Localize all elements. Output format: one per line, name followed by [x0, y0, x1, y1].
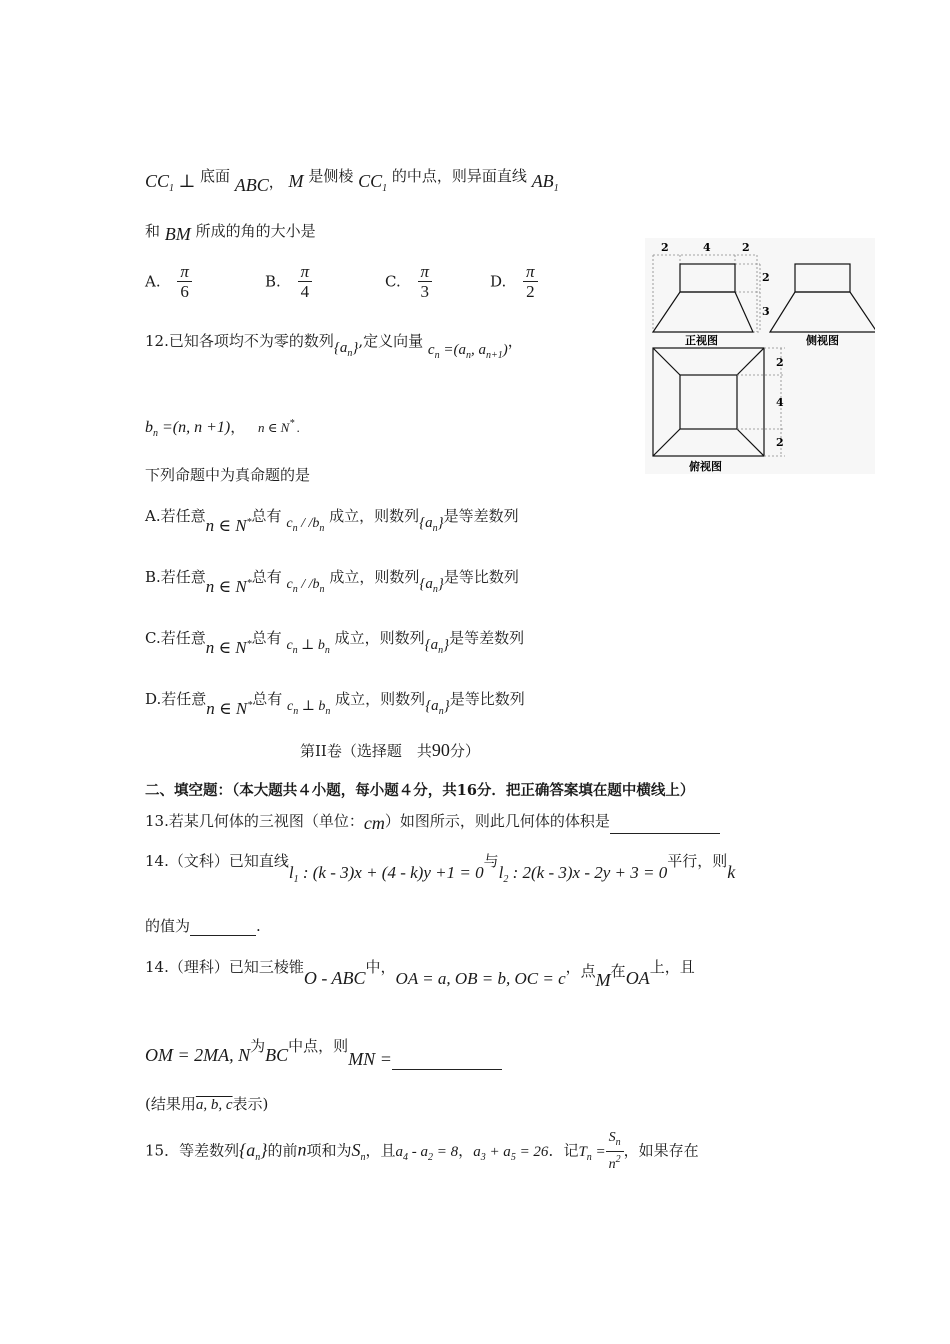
option-a: A. $\frac{\pi}{6}$	[145, 262, 192, 301]
math-n-in-n: n ∈ N* .	[258, 418, 301, 435]
dim-top-v3: 2	[776, 436, 784, 449]
dim-top-1: 2	[661, 241, 669, 254]
option-b: B. $\frac{\pi}{4}$	[265, 262, 312, 301]
math-bn: $b_n =(n$, n +1)	[145, 419, 231, 439]
dim-top-v2: 4	[776, 396, 784, 409]
math-m: M	[288, 171, 304, 191]
q14-like-line-2: OM = 2MA, N为BC中点，则MN =	[145, 1035, 502, 1070]
q12-choice-d: D.若任意n ∈ N*总有 $c_n$ ⊥ $b_n$ 成立，则数列$\{a_n\}$是等比数列	[145, 690, 525, 718]
front-view-label: 正视图	[685, 334, 718, 347]
q12-choice-c: C.若任意n ∈ N*总有 $c_n$ ⊥ $b_n$ 成立，则数列$\{a_n\}$是等差数列	[145, 629, 525, 657]
option-d: D. $\frac{\pi}{2}$	[490, 262, 538, 301]
side-view-label: 侧视图	[806, 334, 839, 347]
math-cc1b: $CC_1$	[358, 171, 388, 194]
q11-line-1	[145, 165, 559, 196]
text: 的中点，则异面直线	[387, 167, 527, 185]
three-view-figure	[645, 238, 875, 474]
q14-wenke: 14.（文科）已知直线$l_1$ : (k - 3)x + (4 - k)y +1 = 0与$l_2$ : 2(k - 3)x - 2y + 3 = 0平行，则k	[145, 852, 736, 885]
q12-stem-1	[145, 330, 523, 361]
dim-front-h1: 2	[762, 271, 770, 284]
q14-like: 14.（理科）已知三棱锥O - ABC中，OA = a, OB = b, OC = c，点M在OA上，且	[145, 958, 695, 990]
text: 是侧棱	[303, 167, 354, 185]
q14-wenke-line-2: 的值为 .	[145, 917, 261, 935]
perp-symbol: ⊥	[174, 171, 200, 191]
dim-top-2: 4	[703, 241, 711, 254]
text: ，	[230, 418, 246, 436]
tn-fraction: $\frac{S_n}{n^2}$	[606, 1130, 624, 1173]
math-an: $\{a_n\}$	[333, 340, 359, 359]
q11-line-2	[145, 220, 316, 245]
option-c: C. $\frac{\pi}{3}$	[385, 262, 432, 301]
text: 底面	[199, 167, 230, 185]
q15: 15．等差数列$\{a_n\}$的前n项和为$S_n$，且$a_4 - a_2 = 8$，$a_3 + a_5 = 26$．记$T_n$ = $\frac{S_n}{n^2}$ ，如果存在	[145, 1130, 699, 1172]
text: ,定义向量	[358, 332, 424, 350]
q12-stem-2	[145, 416, 300, 439]
math-cn: $c_n =(a_n$, $a_{n+1}$)	[427, 342, 508, 361]
q12-stem-3: 下列命题中为真命题的是	[145, 466, 311, 484]
math-ab1: $AB_1$	[531, 171, 559, 194]
q12-choice-a: A.若任意n ∈ N*总有 $c_n / /b_n$ 成立，则数列$\{a_n\}$是等差数列	[145, 507, 519, 535]
text: 和	[145, 222, 161, 240]
answer-blank[interactable]	[610, 817, 720, 834]
text: ，	[268, 173, 284, 191]
text: 12.已知各项均不为零的数列	[145, 332, 334, 350]
answer-blank[interactable]	[190, 919, 256, 936]
part2-heading: 第II卷（选择题 共90分）	[300, 740, 480, 760]
text: 所成的角的大小是	[190, 222, 316, 240]
q13: 13.若某几何体的三视图（单位：cm）如图所示，则此几何体的体积是	[145, 810, 720, 834]
math-bm: BM	[164, 224, 191, 244]
dim-top-v1: 2	[776, 356, 784, 369]
dim-front-h2: 3	[762, 305, 770, 318]
q12-choice-b: B.若任意n ∈ N*总有 $c_n / /b_n$ 成立，则数列$\{a_n\}$是等比数列	[145, 568, 519, 596]
section-heading: 二、填空题：（本大题共４小题，每小题４分，共16分．把正确答案填在题中横线上）	[145, 782, 695, 799]
math-cc1: $CC_1$	[145, 171, 175, 194]
top-view-label: 俯视图	[689, 460, 722, 473]
text: ，	[507, 332, 523, 350]
dim-top-3: 2	[742, 241, 750, 254]
answer-blank[interactable]	[392, 1053, 502, 1070]
q14-like-line-3: (结果用a, b, c表示)	[145, 1095, 269, 1113]
math-abc: ABC	[234, 175, 269, 195]
